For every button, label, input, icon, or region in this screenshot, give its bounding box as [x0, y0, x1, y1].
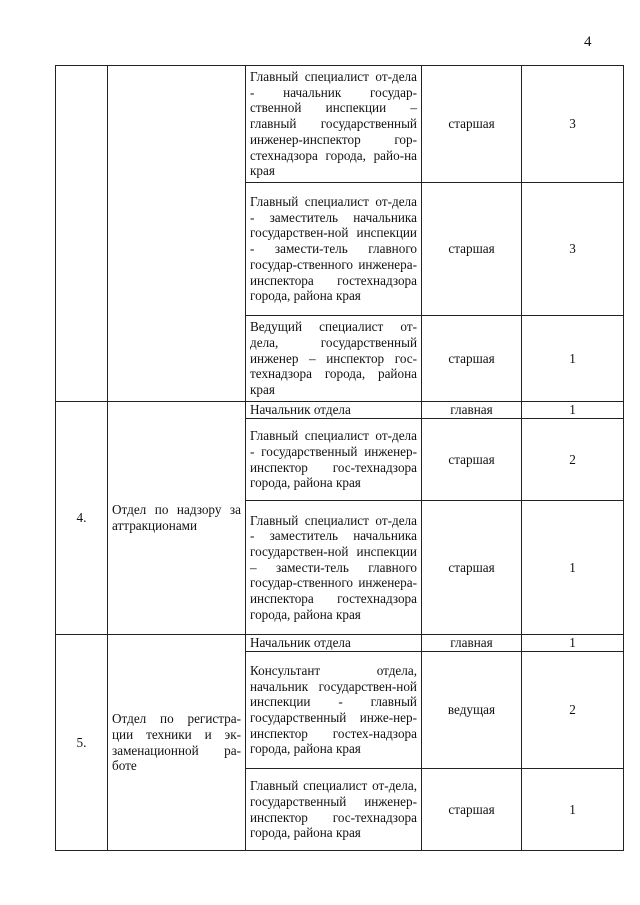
position-cell: Главный специалист от-дела - заместитель начальника государствен-ной инспекции - замести-тель главного государ-ственного инженера-инспектора гостехнадзора города, района края — [246, 183, 422, 316]
position-cell: Главный специалист от-дела - государственный инженер-инспектор гос-технадзора города, района края — [246, 419, 422, 501]
group-cell: старшая — [422, 501, 522, 635]
position-cell: Главный специалист от-дела - заместитель начальника государствен-ной инспекции – замести-тель главного государ-ственного инженера-инспектора гостехнадзора города, района края — [246, 501, 422, 635]
group-cell: старшая — [422, 316, 522, 402]
department-cell: Отдел по регистра-ции техники и эк-заменационной ра-боте — [108, 635, 246, 851]
section-number-cell — [56, 66, 108, 402]
section-number-cell: 4. — [56, 402, 108, 635]
position-cell: Начальник отдела — [246, 402, 422, 419]
count-cell: 2 — [522, 652, 624, 769]
position-cell: Главный специалист от-дела - начальник государ-ственной инспекции – главный государственный инженер-инспектор гор-стехнадзора города, райо-на края — [246, 66, 422, 183]
position-cell: Ведущий специалист от-дела, государственный инженер – инспектор гос-технадзора города, района края — [246, 316, 422, 402]
count-cell: 1 — [522, 402, 624, 419]
group-cell: ведущая — [422, 652, 522, 769]
page-number: 4 — [584, 34, 592, 50]
count-cell: 3 — [522, 183, 624, 316]
department-cell — [108, 66, 246, 402]
group-cell: главная — [422, 635, 522, 652]
position-cell: Главный специалист от-дела, государственный инженер-инспектор гос-технадзора города, района края — [246, 769, 422, 851]
position-cell: Начальник отдела — [246, 635, 422, 652]
table-row — [56, 402, 624, 419]
group-cell: старшая — [422, 419, 522, 501]
section-number-cell: 5. — [56, 635, 108, 851]
count-cell: 1 — [522, 635, 624, 652]
table-row — [56, 66, 624, 183]
count-cell: 1 — [522, 501, 624, 635]
table-row — [56, 635, 624, 652]
position-cell: Консультант отдела, начальник государствен-ной инспекции - главный государственный инже-нер-инспектор гостех-надзора города, района края — [246, 652, 422, 769]
count-cell: 1 — [522, 316, 624, 402]
group-cell: главная — [422, 402, 522, 419]
count-cell: 1 — [522, 769, 624, 851]
department-cell: Отдел по надзору за аттракционами — [108, 402, 246, 635]
staff-table — [55, 65, 624, 851]
count-cell: 2 — [522, 419, 624, 501]
group-cell: старшая — [422, 769, 522, 851]
group-cell: старшая — [422, 183, 522, 316]
group-cell: старшая — [422, 66, 522, 183]
count-cell: 3 — [522, 66, 624, 183]
